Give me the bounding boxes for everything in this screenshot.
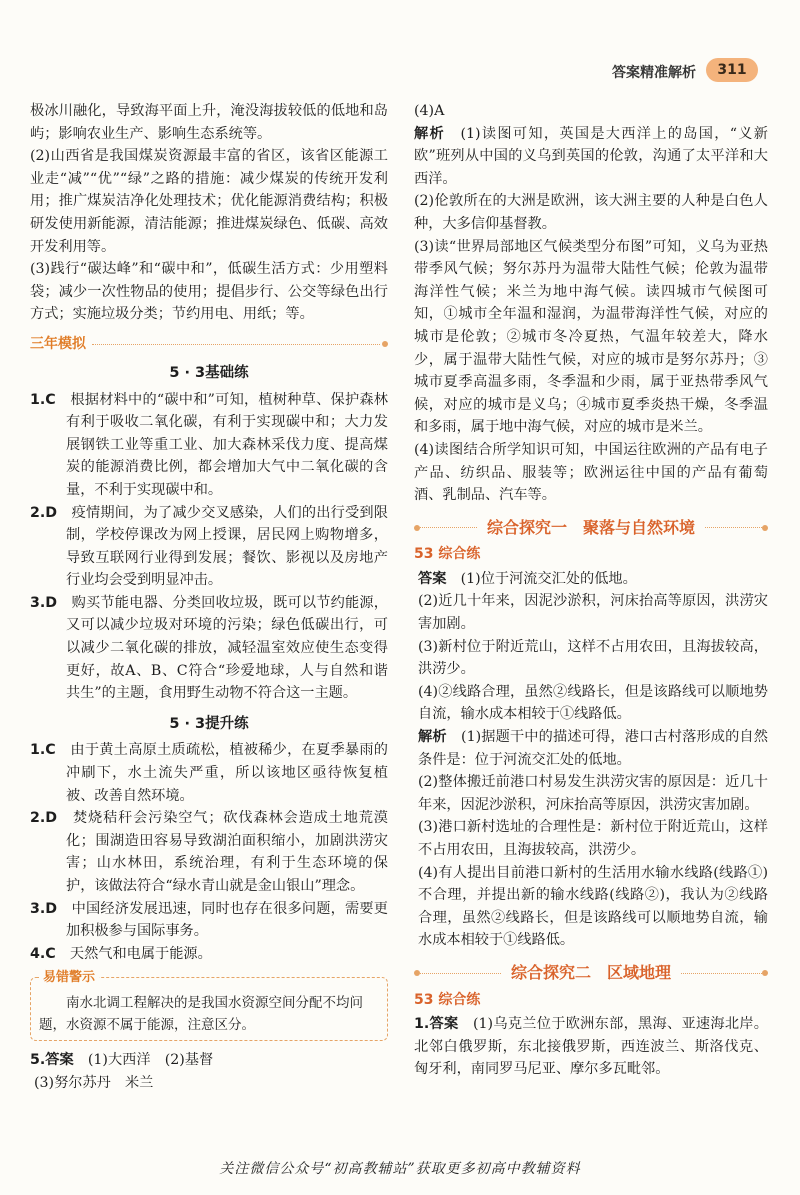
answer-paragraph: (2)近几十年来，因泥沙淤积，河床抬高等原因，洪涝灾害加剧。 — [418, 593, 768, 633]
topic-title: 综合探究二 区域地理 — [511, 962, 672, 982]
answer-item: 4.C 天然气和电属于能源。 — [30, 945, 212, 962]
left-column — [30, 100, 388, 1095]
analysis-paragraph: (3)读“世界局部地区气候类型分布图”可知，义乌为亚热带季风气候；努尔苏丹为温带大陆性气候；伦敦为温带海洋性气候；米兰为地中海气候。读四城市气候图可知，①城市全年温和湿润，为温带海洋性气候，对应的城市是伦敦；②城市冬冷夏热，气温年较差大，降水少，属于温带大陆性气候，对应的城市是努尔苏丹；③城市夏季高温多雨，冬季温和少雨，属于亚热带季风气候，对应的城市是义乌；④城市夏季炎热干燥，冬季温和多雨，属于地中海气候，对应的城市是米兰。 — [414, 238, 768, 436]
analysis-paragraph: 解析 (1)读图可知，英国是大西洋上的岛国，“义新欧”班列从中国的义乌到英国的伦敦，沟通了太平洋和大西洋。 — [414, 125, 768, 187]
topic-heading — [414, 962, 768, 985]
analysis-paragraph: 解析 (1)据题干中的描述可得，港口古村落形成的自然条件是：位于河流交汇处的低地。 — [418, 729, 768, 768]
warning-text: 南水北调工程解决的是我国水资源空间分配不均问题，水资源不属于能源，注意区分。 — [39, 995, 363, 1034]
answer-paragraph: (3)新村位于附近荒山，这样不占用农田，且海拔较高，洪涝少。 — [418, 638, 768, 678]
topic-title: 综合探究一 聚落与自然环境 — [487, 517, 696, 537]
answer-item: 3.D 购买节能电器、分类回收垃圾，既可以节约能源，又可以减少垃圾对环境的污染；绿色低碳出行，可以减少二氧化碳的排放，减轻温室效应使生态变得更好，故A、B、C符合“珍爱地球，人与自然和谐共生”的主题，食用野生动物不符合这一主题。 — [30, 594, 388, 702]
answer-item: 1.C 根据材料中的“碳中和”可知，植树种草、保护森林有利于吸收二氧化碳，有利于实现碳中和；大力发展钢铁工业等重工业、加大森林采伐力度、提高煤炭的能源消费比例，都会增加大气中二氧化碳的含量，不利于实现碳中和。 — [30, 391, 388, 498]
error-warning-box — [30, 970, 388, 1041]
subsection-title: 5 · 3基础练 — [169, 364, 249, 381]
answer-paragraph: 答案 (1)位于河流交汇处的低地。 — [418, 570, 637, 587]
paragraph: (2)山西省是我国煤炭资源最丰富的省区，该省区能源工业走“减”“优”“绿”之路的措施：减少煤炭的传统开发利用；推广煤炭洁净化处理技术；优化能源消费结构；积极研发使用新能源，清洁能源；推进煤炭绿色、低碳、高效开发利用等。 — [30, 148, 388, 255]
analysis-paragraph: (2)整体搬迁前港口村易发生洪涝灾害的原因是：近几十年来，因泥沙淤积，河床抬高等原因，洪涝灾害加剧。 — [418, 774, 768, 813]
answer-item: 2.D 疫情期间，为了减少交叉感染，人们的出行受到限制，学校停课改为网上授课，居民网上购物增多，导致互联网行业得到发展；餐饮、影视以及房地产行业均会受到明显冲击。 — [30, 504, 388, 589]
section-label: 三年模拟 — [30, 335, 86, 352]
answer-line: (4)A — [414, 103, 445, 119]
topic-heading — [414, 517, 768, 540]
answer-item: 2.D 焚烧秸秆会污染空气；砍伐森林会造成土地荒漠化；围湖造田容易导致湖泊面积缩小，加剧洪涝灾害；山水林田，系统治理，有利于生态环境的保护，该做法符合“绿水青山就是金山银山”理念。 — [30, 810, 388, 894]
header-title: 答案精准解析 — [612, 65, 696, 81]
answer-item: 1.C 由于黄土高原土质疏松，植被稀少，在夏季暴雨的冲刷下，水土流失严重，所以该地区亟待恢复植被、改善自然环境。 — [30, 742, 388, 804]
analysis-paragraph: (4)读图结合所学知识可知，中国运往欧洲的产品有电子产品、纺织品、服装等；欧洲运往中国的产品有葡萄酒、乳制品、汽车等。 — [414, 441, 768, 504]
warning-label: 易错警示 — [39, 967, 99, 989]
answer-item: 1.答案 (1)乌克兰位于欧洲东部，黑海、亚速海北岸。北邻白俄罗斯，东北接俄罗斯，西连波兰、斯洛伐克、匈牙利，南同罗马尼亚、摩尔多瓦毗邻。 — [414, 1016, 768, 1078]
paragraph: (3)践行“碳达峰”和“碳中和”，低碳生活方式：少用塑料袋；减少一次性物品的使用；提倡步行、公交等绿色出行方式；实施垃圾分类；节约用电、用纸；等。 — [30, 261, 388, 323]
analysis-paragraph: (3)港口新村选址的合理性是：新村位于附近荒山，这样不占用农田，且海拔较高，洪涝少。 — [418, 819, 768, 858]
analysis-paragraph: (2)伦敦所在的大洲是欧洲，该大洲主要的人种是白色人种，大多信仰基督教。 — [414, 193, 768, 232]
subsection-title: 5 · 3提升练 — [169, 715, 249, 732]
paragraph: 极冰川融化，导致海平面上升，淹没海拔较低的低地和岛屿；影响农业生产、影响生态系统等。 — [30, 103, 388, 142]
answer-paragraph: (4)②线路合理，虽然②线路长，但是该路线可以顺地势自流，输水成本相较于①线路低。 — [418, 683, 768, 723]
page-number-badge: 311 — [706, 58, 758, 82]
answer-item: 5.答案 (1)大西洋 (2)基督 — [30, 1052, 214, 1069]
answer-item: 3.D 中国经济发展迅速，同时也存在很多问题，需要更加积极参与国际事务。 — [30, 900, 388, 940]
exercise-tag: 53 综合练 — [414, 546, 481, 563]
section-band — [30, 334, 388, 354]
analysis-paragraph: (4)有人提出目前港口新村的生活用水输水线路(线路①)不合理，并提出新的输水线路(线路②)，我认为②线路合理，虽然②线路长，但是该路线可以顺地势自流，输水成本相较于①线路低。 — [418, 864, 768, 949]
footer-note: 关注微信公众号“初高教辅站”获取更多初高中教辅资料 — [219, 1161, 581, 1177]
exercise-tag: 53 综合练 — [414, 991, 481, 1008]
right-column — [414, 100, 768, 1081]
answer-line: (3)努尔苏丹 米兰 — [34, 1074, 154, 1091]
